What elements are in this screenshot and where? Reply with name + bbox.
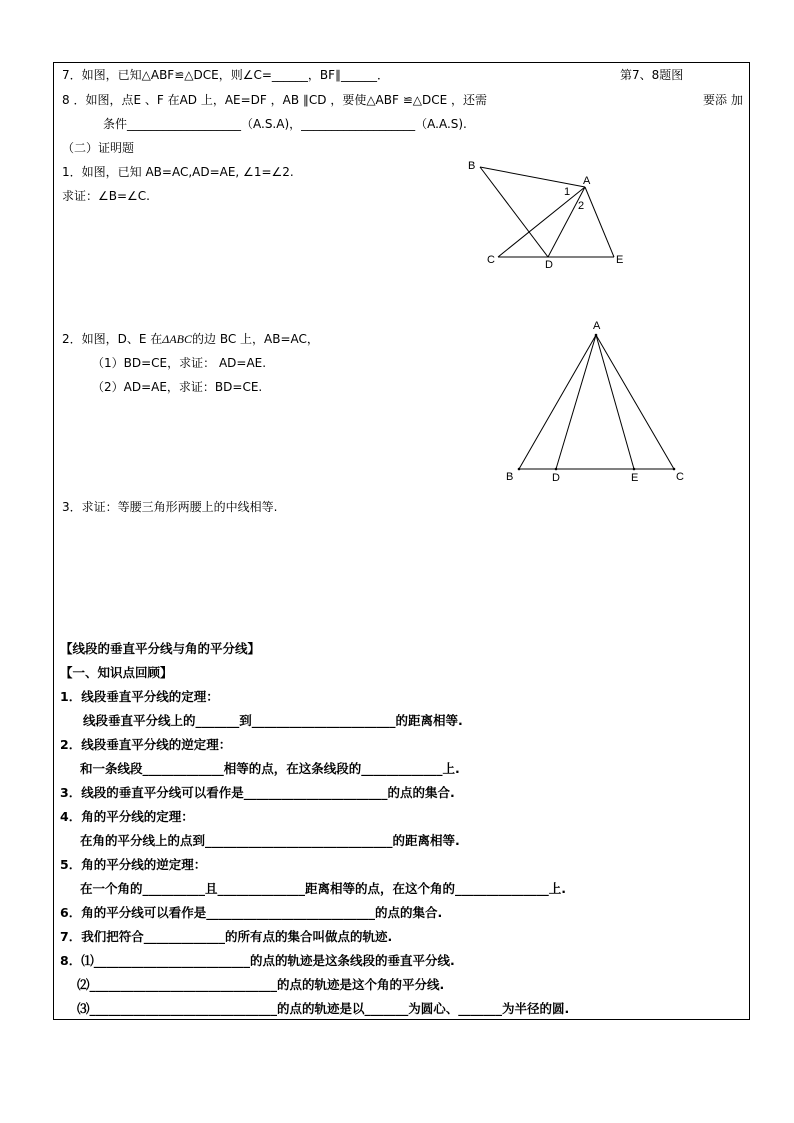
knowledge-1-blank: 线段垂直平分线上的_______到_______________________的距离相等. [83, 713, 463, 728]
question-8: 8 ．如图，点E 、F 在AD 上，AE=DF ，AB ∥CD ，要使△ABF ≌△DCE ，还需 [62, 93, 488, 107]
proof-1-goal: 求证：∠B=∠C. [62, 189, 150, 203]
fig1-angle-2: 2 [578, 200, 585, 212]
fig2-label-b: B [506, 471, 514, 483]
knowledge-5: 5．角的平分线的逆定理： [60, 857, 207, 872]
knowledge-6: 6．角的平分线可以看作是___________________________的点的集合. [60, 905, 443, 920]
section-proof: （二）证明题 [62, 141, 135, 155]
fig1-label-b: B [468, 160, 476, 172]
knowledge-8-2: ⑵______________________________的点的轨迹是这个角的平分线. [77, 977, 445, 992]
knowledge-4-blank: 在角的平分线上的点到______________________________的距离相等. [80, 833, 460, 848]
proof-2-given: 2．如图，D、E 在ΔABC的边 BC 上，AB=AC， [62, 332, 319, 346]
proof-3: 3．求证：等腰三角形两腰上的中线相等. [62, 500, 278, 514]
knowledge-7: 7．我们把符合_____________的所有点的集合叫做点的轨迹. [60, 929, 393, 944]
fig1-label-c: C [487, 254, 495, 266]
knowledge-review-heading: 【一、知识点回顾】 [60, 665, 173, 680]
fig2-label-d: D [552, 472, 560, 484]
triangle-abc: ΔABC [162, 332, 192, 346]
point-d [555, 468, 558, 471]
proof-2-part-1: （1）BD=CE，求证： AD=AE. [92, 356, 267, 370]
fig1-label-d: D [545, 259, 553, 271]
point-e [633, 468, 636, 471]
question-7: 7．如图，已知△ABF≌△DCE，则∠C=______，BF∥______． [62, 68, 390, 82]
knowledge-4: 4．角的平分线的定理： [60, 809, 194, 824]
point-b [518, 468, 521, 471]
point-c [673, 468, 676, 471]
section-title: 【线段的垂直平分线与角的平分线】 [60, 641, 261, 656]
point-a [595, 334, 598, 337]
fig1-angle-1: 1 [564, 186, 571, 198]
knowledge-2: 2．线段垂直平分线的逆定理： [60, 737, 232, 752]
knowledge-5-blank: 在一个角的__________且______________距离相等的点，在这个角的_______________上. [80, 881, 566, 896]
knowledge-3: 3．线段的垂直平分线可以看作是_______________________的点的集合. [60, 785, 455, 800]
figure-caption: 第7、8题图 [620, 68, 684, 82]
fig1-label-e: E [616, 254, 624, 266]
question-8-tail: 要添 加 [703, 93, 743, 107]
segment-ae-2 [596, 335, 634, 469]
knowledge-8-1: 8．⑴_________________________的点的轨迹是这条线段的垂直平分线. [60, 953, 455, 968]
proof-2-part-2: （2）AD=AE，求证：BD=CE. [92, 380, 263, 394]
knowledge-2-blank: 和一条线段_____________相等的点，在这条线段的_____________上. [80, 761, 460, 776]
proof-1-given: 1．如图，已知 AB=AC,AD=AE, ∠1=∠2. [62, 165, 294, 179]
segment-ad-2 [556, 335, 596, 469]
fig1-label-a: A [583, 175, 591, 187]
question-8-conditions: 条件___________________（A.S.A)，___________________（A.A.S). [103, 117, 467, 131]
fig2-label-c: C [676, 471, 684, 483]
segment-ab [519, 335, 596, 469]
fig2-label-e: E [631, 472, 639, 484]
knowledge-8-3: ⑶______________________________的点的轨迹是以_______为圆心、_______为半径的圆. [77, 1001, 570, 1016]
segment-ac-2 [596, 335, 674, 469]
fig2-label-a: A [593, 320, 601, 332]
knowledge-1: 1．线段垂直平分线的定理： [60, 689, 219, 704]
